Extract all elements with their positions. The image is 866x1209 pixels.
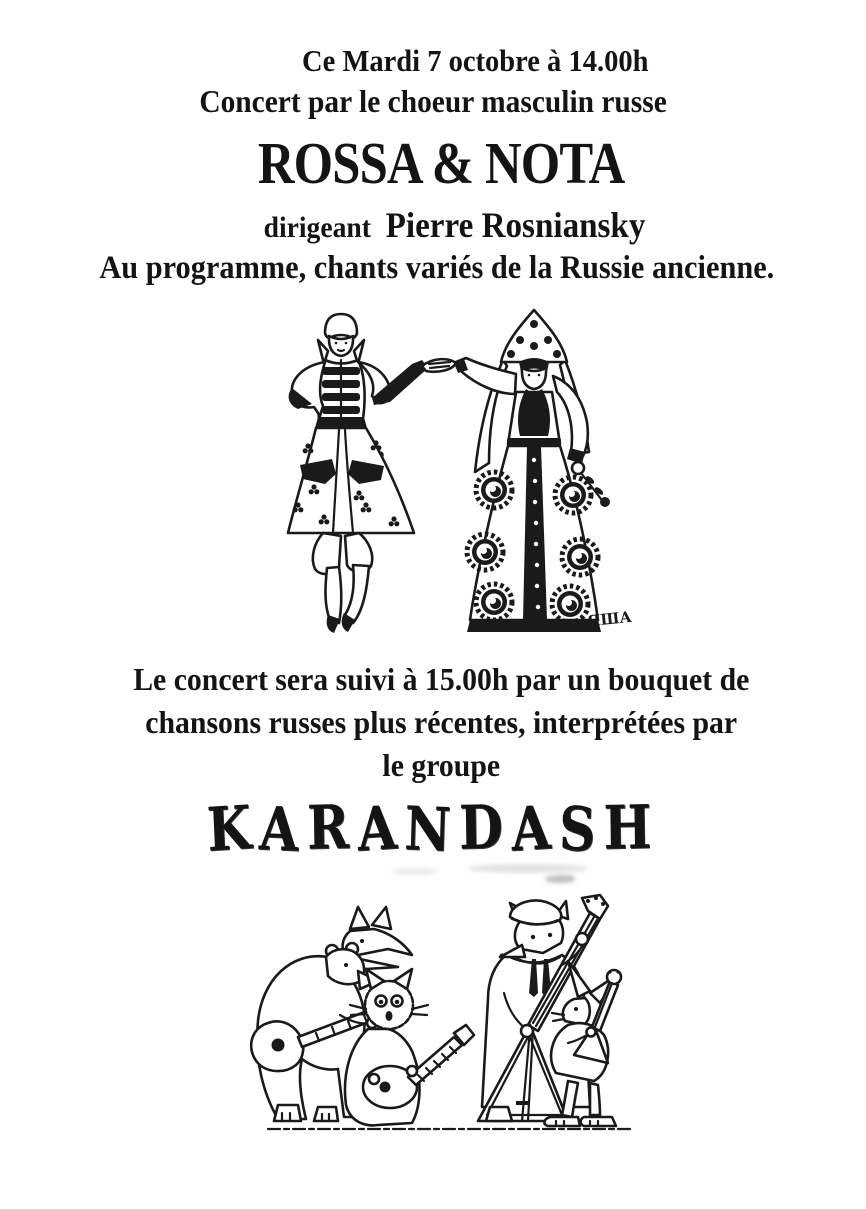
group-name: [0, 792, 866, 867]
date-text: Ce Mardi 7 octobre à 14.00h: [301, 43, 649, 78]
male-face: [329, 336, 353, 356]
programme-line: [0, 251, 866, 287]
artist-signature: ЯША: [586, 607, 633, 631]
programme-text: Au programme, chants variés de la Russie ancienne.: [99, 250, 775, 286]
followup-line-1: Le concert sera suivi à 15.00h par un bouquet de: [132, 661, 750, 697]
male-cap: [325, 314, 357, 338]
followup-line-3: le groupe: [382, 747, 500, 783]
female-hand: [572, 462, 584, 474]
event-text: Concert par le choeur masculin russe: [199, 83, 667, 119]
joined-hands: [422, 359, 456, 372]
hare-head: [563, 998, 590, 1025]
director-line: [0, 206, 866, 245]
group-name-text: KARANDASH: [205, 792, 660, 867]
choir-name: [0, 132, 866, 196]
boot: [325, 567, 341, 623]
dancers-illustration: [226, 302, 662, 646]
flower-sprig: [600, 497, 610, 507]
print-smudge: [545, 875, 575, 883]
sarafan-rosette: [476, 472, 512, 508]
guitar-soundhole: [272, 1039, 285, 1052]
cat-musician: [345, 969, 474, 1125]
choir-name-text: ROSSA & NOTA: [257, 130, 625, 196]
director-label: dirigeant: [264, 211, 372, 244]
hem-band: [467, 620, 601, 632]
band-illustration: [238, 893, 642, 1145]
male-dancer: [288, 314, 428, 633]
print-smudge: [468, 864, 588, 873]
female-dancer: [454, 310, 610, 632]
belt: [315, 417, 367, 428]
date-line: [0, 44, 866, 77]
director-name: Pierre Rosniansky: [386, 205, 646, 245]
boot: [345, 565, 369, 623]
print-smudge: [392, 868, 438, 875]
event-line: [0, 84, 866, 119]
followup-line-2: chansons russes plus récentes, interprétées par: [145, 704, 737, 740]
female-face: [522, 368, 546, 389]
sarafan-rosette: [467, 534, 503, 570]
